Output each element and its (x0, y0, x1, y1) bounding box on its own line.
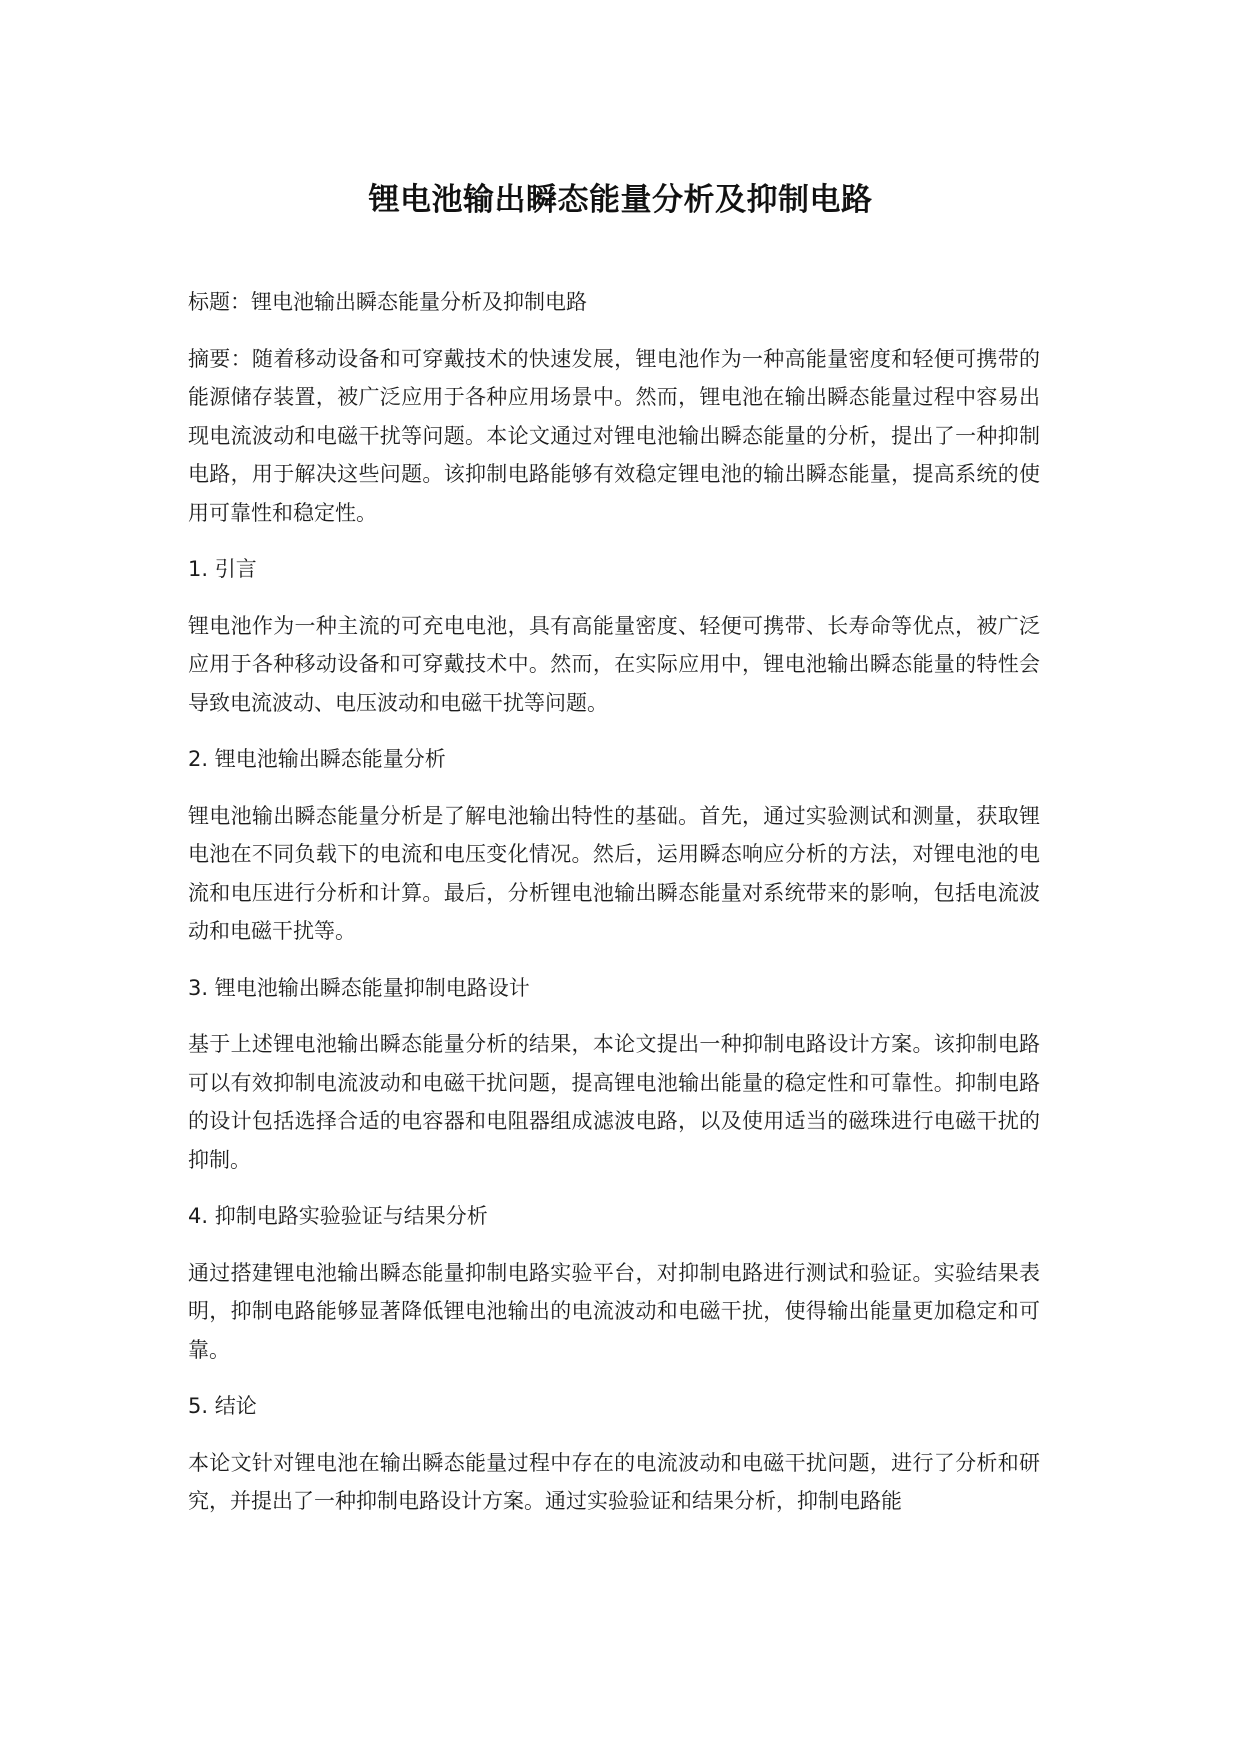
abstract-paragraph: 摘要：随着移动设备和可穿戴技术的快速发展，锂电池作为一种高能量密度和轻便可携带的能源储存装置，被广泛应用于各种应用场景中。然而，锂电池在输出瞬态能量过程中容易出现电流波动和电磁干扰等问题。本论文通过对锂电池输出瞬态能量的分析，提出了一种抑制电路，用于解决这些问题。该抑制电路能够有效稳定锂电池的输出瞬态能量，提高系统的使用可靠性和稳定性。 (188, 346, 1040, 525)
section-body-analysis: 锂电池输出瞬态能量分析是了解电池输出特性的基础。首先，通过实验测试和测量，获取锂电池在不同负载下的电流和电压变化情况。然后，运用瞬态响应分析的方法，对锂电池的电流和电压进行分析和计算。最后，分析锂电池输出瞬态能量对系统带来的影响，包括电流波动和电磁干扰等。 (188, 803, 1040, 943)
section-body-circuit-design: 基于上述锂电池输出瞬态能量分析的结果，本论文提出一种抑制电路设计方案。该抑制电路可以有效抑制电流波动和电磁干扰问题，提高锂电池输出能量的稳定性和可靠性。抑制电路的设计包括选择合适的电容器和电阻器组成滤波电路，以及使用适当的磁珠进行电磁干扰的抑制。 (188, 1032, 1040, 1172)
section-body-introduction: 锂电池作为一种主流的可充电电池，具有高能量密度、轻便可携带、长寿命等优点，被广泛应用于各种移动设备和可穿戴技术中。然而，在实际应用中，锂电池输出瞬态能量的特性会导致电流波动、电压波动和电磁干扰等问题。 (188, 613, 1040, 715)
document-body (188, 283, 1040, 1539)
subject-line: 标题：锂电池输出瞬态能量分析及抑制电路 (188, 290, 587, 314)
section-heading-circuit-design: 3. 锂电池输出瞬态能量抑制电路设计 (188, 975, 530, 1000)
section-heading-introduction: 1. 引言 (188, 557, 257, 581)
section-heading-experiment: 4. 抑制电路实验验证与结果分析 (188, 1204, 488, 1228)
section-body-conclusion: 本论文针对锂电池在输出瞬态能量过程中存在的电流波动和电磁干扰问题，进行了分析和研究，并提出了一种抑制电路设计方案。通过实验验证和结果分析，抑制电路能 (188, 1450, 1040, 1513)
section-body-experiment: 通过搭建锂电池输出瞬态能量抑制电路实验平台，对抑制电路进行测试和验证。实验结果表明，抑制电路能够显著降低锂电池输出的电流波动和电磁干扰，使得输出能量更加稳定和可靠。 (188, 1260, 1040, 1362)
document-title: 锂电池输出瞬态能量分析及抑制电路 (368, 182, 873, 218)
section-heading-conclusion: 5. 结论 (188, 1394, 257, 1418)
section-heading-analysis: 2. 锂电池输出瞬态能量分析 (188, 747, 446, 771)
